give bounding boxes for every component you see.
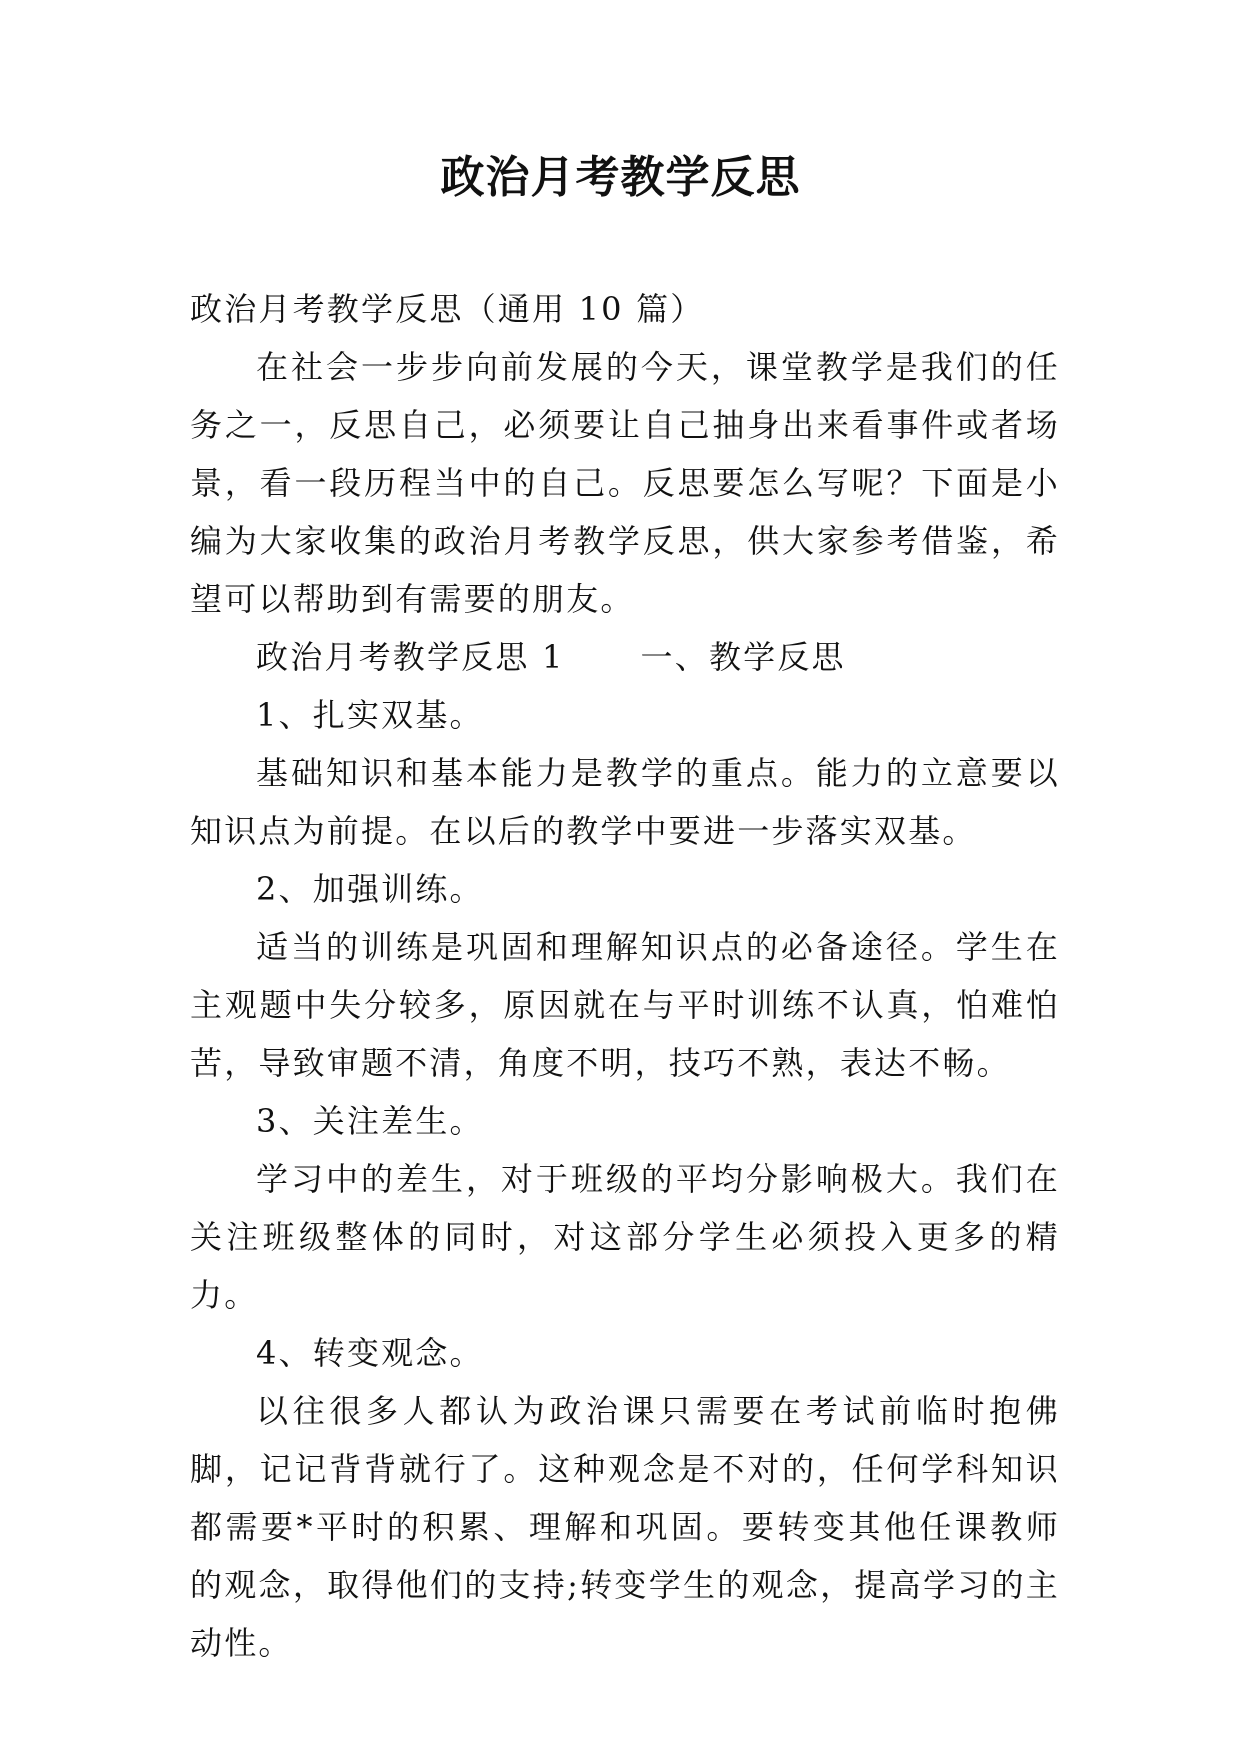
section-heading-line <box>190 628 1060 686</box>
document-subtitle: 政治月考教学反思（通用 10 篇） <box>190 290 705 328</box>
item-2-heading: 2、加强训练。 <box>256 870 484 908</box>
intro-paragraph: 在社会一步步向前发展的今天，课堂教学是我们的任务之一，反思自己，必须要让自己抽身出来看事件或者场景，看一段历程当中的自己。反思要怎么写呢？下面是小编为大家收集的政治月考教学反思，供大家参考借鉴，希望可以帮助到有需要的朋友。 <box>190 348 1060 618</box>
item-3-heading: 3、关注差生。 <box>256 1102 484 1140</box>
section-title: 政治月考教学反思 1 <box>256 638 565 676</box>
item-4-body: 以往很多人都认为政治课只需要在考试前临时抱佛脚，记记背背就行了。这种观念是不对的，任何学科知识都需要*平时的积累、理解和巩固。要转变其他任课教师的观念，取得他们的支持;转变学生的观念，提高学习的主动性。 <box>190 1392 1060 1662</box>
item-2-body: 适当的训练是巩固和理解知识点的必备途径。学生在主观题中失分较多，原因就在与平时训练不认真，怕难怕苦，导致审题不清，角度不明，技巧不熟，表达不畅。 <box>190 928 1060 1082</box>
item-1-body: 基础知识和基本能力是教学的重点。能力的立意要以知识点为前提。在以后的教学中要进一步落实双基。 <box>190 754 1060 850</box>
section-heading: 一、教学反思 <box>640 638 846 676</box>
document-body <box>190 280 1060 1672</box>
document-title: 政治月考教学反思 <box>440 152 801 203</box>
item-4-heading: 4、转变观念。 <box>256 1334 484 1372</box>
item-3-body: 学习中的差生，对于班级的平均分影响极大。我们在关注班级整体的同时，对这部分学生必须投入更多的精力。 <box>190 1160 1060 1314</box>
item-1-heading: 1、扎实双基。 <box>256 696 484 734</box>
